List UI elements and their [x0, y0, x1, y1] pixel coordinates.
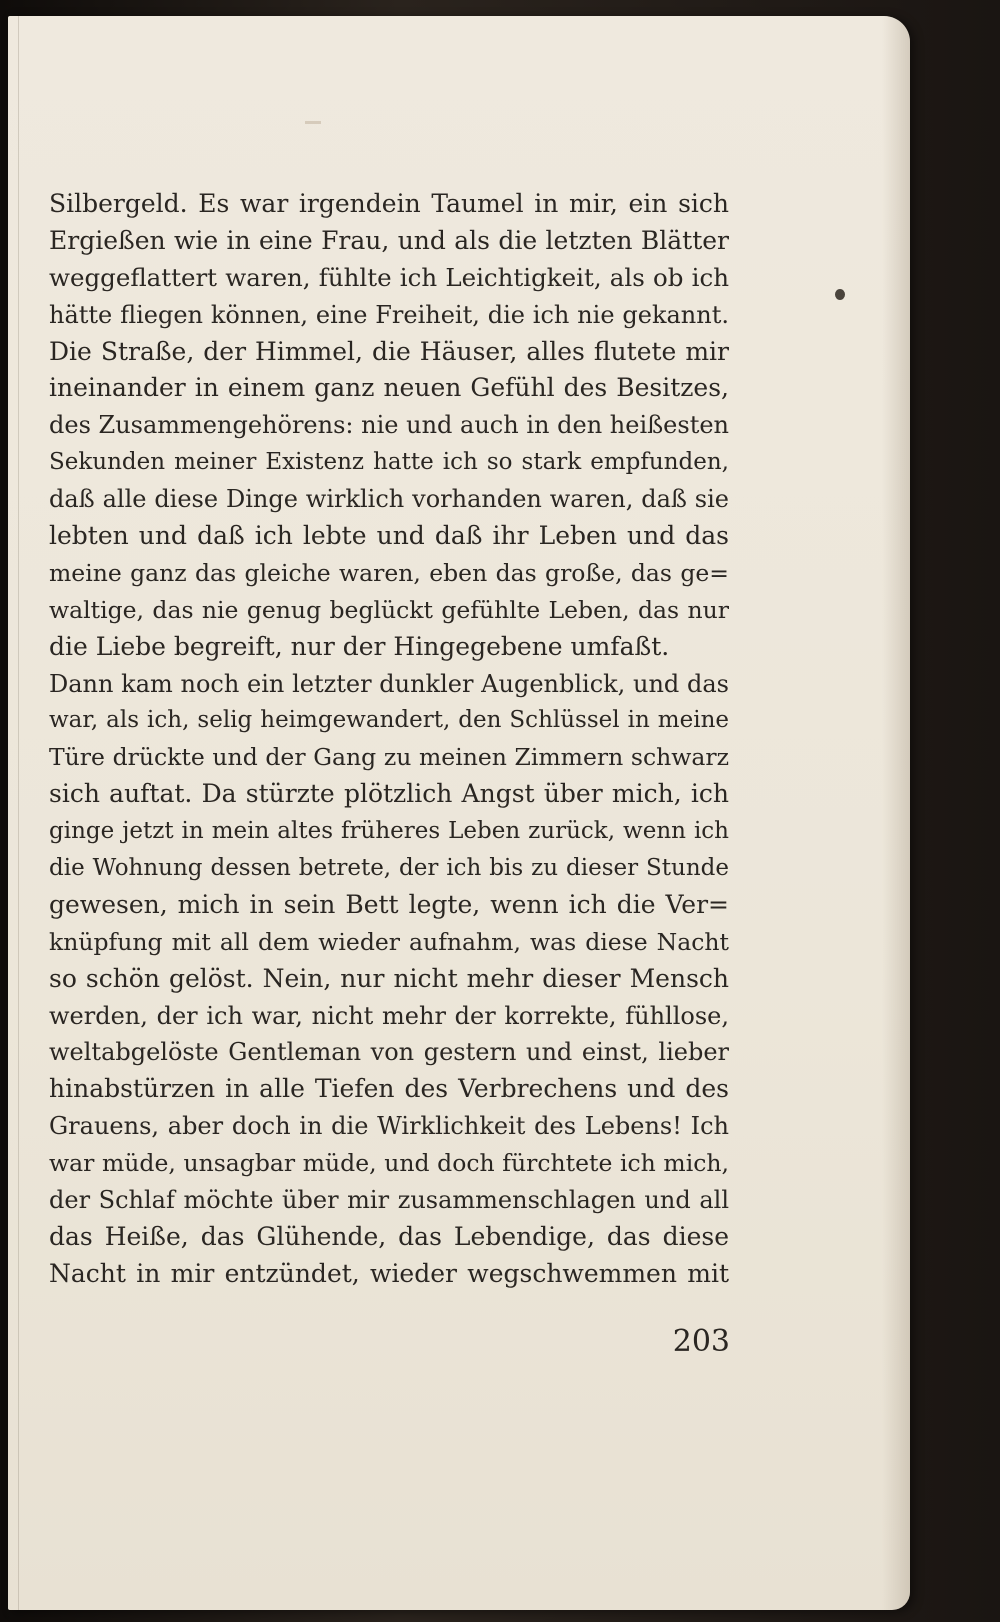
- text-line: knüpfung mit all dem wieder aufnahm, was diese Nacht: [49, 927, 729, 956]
- text-line: der Schlaf möchte über mir zusammenschlagen und all: [49, 1186, 729, 1215]
- text-line: ginge jetzt in mein altes früheres Leben zurück, wenn ich: [49, 818, 729, 845]
- text-line: war müde, unsagbar müde, und doch fürchtete ich mich,: [49, 1149, 729, 1178]
- header-mark: [305, 121, 321, 124]
- text-line: war, als ich, selig heimgewandert, den Schlüssel in meine: [49, 707, 729, 734]
- text-line: sich auftat. Da stürzte plötzlich Angst über mich, ich: [49, 779, 729, 809]
- text-line: hinabstürzen in alle Tiefen des Verbrechens und des: [49, 1074, 729, 1104]
- page-number: 203: [672, 1324, 730, 1359]
- text-line: des Zusammengehörens: nie und auch in den heißesten: [49, 411, 729, 440]
- text-line: die Wohnung dessen betrete, der ich bis zu dieser Stunde: [49, 855, 729, 882]
- text-line: Dann kam noch ein letzter dunkler Augenblick, und das: [49, 669, 729, 698]
- text-line: die Liebe begreift, nur der Hingegebene umfaßt.: [49, 631, 670, 661]
- page-curl-shadow: [882, 16, 910, 1610]
- text-line: Grauens, aber doch in die Wirklichkeit des Lebens! Ich: [49, 1112, 729, 1141]
- text-line: lebten und daß ich lebte und daß ihr Leben und das: [49, 521, 729, 551]
- body-text: [49, 186, 729, 1293]
- text-line: Silbergeld. Es war irgendein Taumel in mir, ein sich: [49, 189, 729, 218]
- text-line: weltabgelöste Gentleman von gestern und einst, lieber: [49, 1038, 729, 1067]
- text-line: gewesen, mich in sein Bett legte, wenn ich die Ver=: [49, 889, 729, 919]
- text-line: hätte fliegen können, eine Freiheit, die ich nie gekannt.: [49, 300, 729, 329]
- text-line: Sekunden meiner Existenz hatte ich so stark empfunden,: [49, 449, 729, 476]
- text-line: daß alle diese Dinge wirklich vorhanden waren, daß sie: [49, 485, 729, 514]
- text-line: weggeflattert waren, fühlte ich Leichtigkeit, als ob ich: [49, 262, 729, 292]
- text-line: so schön gelöst. Nein, nur nicht mehr dieser Mensch: [49, 963, 729, 993]
- text-line: Ergießen wie in eine Frau, und als die letzten Blätter: [49, 225, 729, 255]
- text-line: Türe drückte und der Gang zu meinen Zimmern schwarz: [49, 743, 729, 772]
- text-line: waltige, das nie genug beglückt gefühlte Leben, das nur: [49, 595, 729, 624]
- text-line: ineinander in einem ganz neuen Gefühl des Besitzes,: [49, 373, 729, 403]
- text-line: Die Straße, der Himmel, die Häuser, alles flutete mir: [49, 336, 729, 366]
- ink-dot: [835, 289, 845, 300]
- text-line: meine ganz das gleiche waren, eben das große, das ge=: [49, 558, 729, 587]
- page-edge-line: [18, 16, 19, 1610]
- text-line: werden, der ich war, nicht mehr der korrekte, fühllose,: [49, 1001, 729, 1030]
- text-line: das Heiße, das Glühende, das Lebendige, das diese: [49, 1221, 729, 1251]
- text-line: Nacht in mir entzündet, wieder wegschwemmen mit: [49, 1258, 729, 1288]
